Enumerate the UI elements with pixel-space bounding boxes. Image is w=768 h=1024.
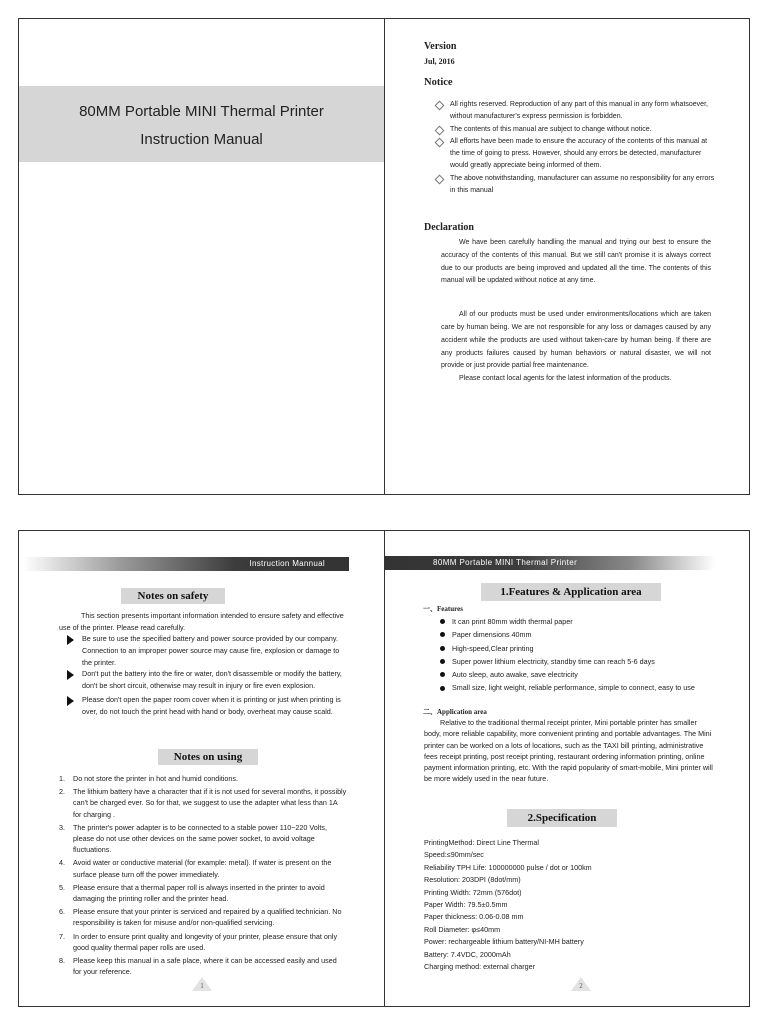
header-bar-right — [385, 556, 715, 570]
spec-item: Roll Diameter: φ≤40mm — [424, 924, 501, 934]
dot-bullet-icon — [440, 646, 445, 651]
features-subheading: 一、Features — [423, 605, 463, 613]
spec-item: Printing Width: 72mm (576dot) — [424, 887, 522, 897]
using-item: 4. Avoid water or conductive material (for example: metal). If water is present on the surface please turn off the power immediately. — [59, 858, 332, 879]
notice-item: The above notwithstanding, manufacturer can assume no responsibility for any errors in this manual — [436, 173, 716, 198]
spread-divider — [384, 531, 385, 1006]
feature-item: Small size, light weight, reliable performance, simple to connect, easy to use — [437, 682, 709, 693]
cover-title-band — [19, 86, 384, 162]
application-subheading: 二、Application area — [423, 708, 487, 716]
diamond-bullet-icon — [435, 137, 445, 147]
using-item: 2. The lithium battery have a character that if it is not used for several months, it possibly can't be charged ever. So for that, we suggest to use the adapter what less than 1A for charging . — [59, 787, 347, 819]
spec-item: Paper Width: 79.5±0.5mm — [424, 900, 508, 910]
spec-item: Paper thickness: 0.06-0.08 mm — [424, 912, 524, 922]
features-list — [437, 615, 709, 693]
declaration-heading: Declaration — [424, 222, 474, 233]
notice-item: All rights reserved. Reproduction of any part of this manual in any form whatsoever, without manufacturer's express permission is forbidden. — [436, 99, 716, 124]
dot-bullet-icon — [440, 632, 445, 637]
spec-item: Power: rechargeable lithium battery/NI-MH battery — [424, 937, 584, 947]
dot-bullet-icon — [440, 659, 445, 664]
using-item: 1. Do not store the printer in hot and humid conditions. — [59, 774, 239, 783]
using-item: 5. Please ensure that a thermal paper roll is always inserted in the printer to avoid damaging the printing roller and the printer head. — [59, 882, 325, 904]
safety-heading: Notes on safety — [121, 588, 225, 604]
spec-item: Resolution: 203DPI (8dot/mm) — [424, 875, 521, 885]
spec-item: Charging method: external charger — [424, 962, 536, 972]
notice-item: All efforts have been made to ensure the accuracy of the contents of this manual at the time of going to press. However, should any errors be detected, manufacturer would greatly appreciate being informed of them. — [436, 136, 716, 173]
spec-item: Battery: 7.4VDC, 2000mAh — [424, 949, 511, 959]
features-heading: 1.Features & Application area — [481, 583, 661, 601]
version-date: Jul, 2016 — [424, 57, 455, 66]
safety-item: Be sure to use the specified battery and power source provided by our company. Connection to an improper power source may cause fire, explosion or damage to the printer. — [67, 633, 345, 668]
using-item: 3. The printer's power adapter is to be connected to a stable power 110~220 Volts, please do not use other devices on the same power socket, to avoid voltage fluctuations. — [59, 822, 327, 855]
triangle-bullet-icon — [67, 696, 74, 706]
cover-spread — [18, 18, 750, 495]
feature-item: Auto sleep, auto awake, save electricity — [437, 668, 709, 681]
using-item: 6. Please ensure that your printer is serviced and repaired by a qualified technician. No responsibility is taken for misuse and/or non-qualified servicing. — [59, 907, 342, 928]
spec-item: PrintingMethod: Direct Line Thermal — [424, 838, 539, 847]
diamond-bullet-icon — [435, 101, 445, 111]
safety-item: Please don't open the paper room cover when it is printing or just when printing is over, do not touch the print head with hand or body, overheat may cause scald. — [67, 694, 345, 718]
cover-title: 80MM Portable MINI Thermal Printer — [79, 103, 324, 120]
dot-bullet-icon — [440, 672, 445, 677]
notice-item: The contents of this manual are subject to change without notice. — [436, 124, 716, 136]
spec-heading: 2.Specification — [507, 809, 617, 827]
safety-item: Don't put the battery into the fire or water, don't disassemble or modify the battery, don't be short circuit, otherwise may result in injury or fire even explosion. — [67, 668, 345, 692]
using-item: 7. In order to ensure print quality and longevity of your printer, please ensure that only good quality thermal paper rolls are used. — [59, 931, 338, 952]
spec-item: Speed:≤90mm/sec — [424, 850, 484, 860]
header-bar-title: 80MM Portable MINI Thermal Printer — [433, 558, 578, 567]
using-heading: Notes on using — [158, 749, 258, 765]
triangle-bullet-icon — [67, 670, 74, 680]
feature-item: Paper dimensions 40mm — [437, 628, 709, 641]
using-item: 8. Please keep this manual in a safe place, where it can be accessed easily and used for your reference. — [59, 956, 337, 977]
content-spread — [18, 530, 750, 1007]
triangle-bullet-icon — [67, 635, 74, 645]
notice-heading: Notice — [424, 77, 453, 88]
header-bar-title: Instruction Mannual — [249, 559, 325, 568]
dot-bullet-icon — [440, 686, 445, 691]
declaration-paragraph-2: All of our products must be used under environments/locations which are taken care by human being. We are not responsible for any loss or damages caused by any accident while the products are used without taken-care by human being. If there are any products failures caused by human behaviors or natural disaster, we will not provide or just provide partial free maintenance. — [441, 311, 711, 370]
application-text: Relative to the traditional thermal receipt printer, Mini portable printer has smaller body, more reliable capability, more convenient printing and portable advantages. The Mini printer can be worked on a lots of locations, such as the TAXI bill printing, administrative fees receipt printing, post receipt printing, restaurant ordering information printing, online payment information printing, etc. With the rapid popularity of smart-mobile, Mini printer will be more widely used in the near future. — [424, 718, 713, 784]
declaration-paragraph-1: We have been carefully handling the manual and trying our best to ensure the accuracy of the contents of this manual. But we still can't promise it is always correct due to our products are being improved and updated all the time. The contents of this manual will be updated without notice at any time. — [441, 239, 711, 285]
diamond-bullet-icon — [435, 174, 445, 184]
notice-list — [436, 99, 716, 197]
safety-intro: This section presents important information intended to ensure safety and effective use of the printer. Please read carefully. — [59, 611, 344, 632]
feature-item: It can print 80mm width thermal paper — [437, 615, 709, 628]
page-number-2: 2 — [579, 982, 583, 990]
page-number-1: 1 — [200, 982, 204, 990]
feature-item: High-speed,Clear printing — [437, 642, 709, 655]
cover-subtitle: Instruction Manual — [140, 131, 263, 148]
spec-item: Reliability TPH Life: 100000000 pulse / dot or 100km — [424, 862, 592, 872]
declaration-body — [441, 237, 711, 386]
version-label: Version — [424, 41, 457, 52]
spread-divider — [384, 19, 385, 494]
dot-bullet-icon — [440, 619, 445, 624]
spec-list — [424, 837, 714, 973]
safety-list — [67, 633, 345, 718]
using-list — [59, 773, 347, 977]
declaration-paragraph-3: Please contact local agents for the latest information of the products. — [459, 375, 672, 383]
feature-item: Super power lithium electricity, standby time can reach 5-6 days — [437, 655, 709, 668]
header-bar-left — [23, 557, 349, 571]
diamond-bullet-icon — [435, 125, 445, 135]
